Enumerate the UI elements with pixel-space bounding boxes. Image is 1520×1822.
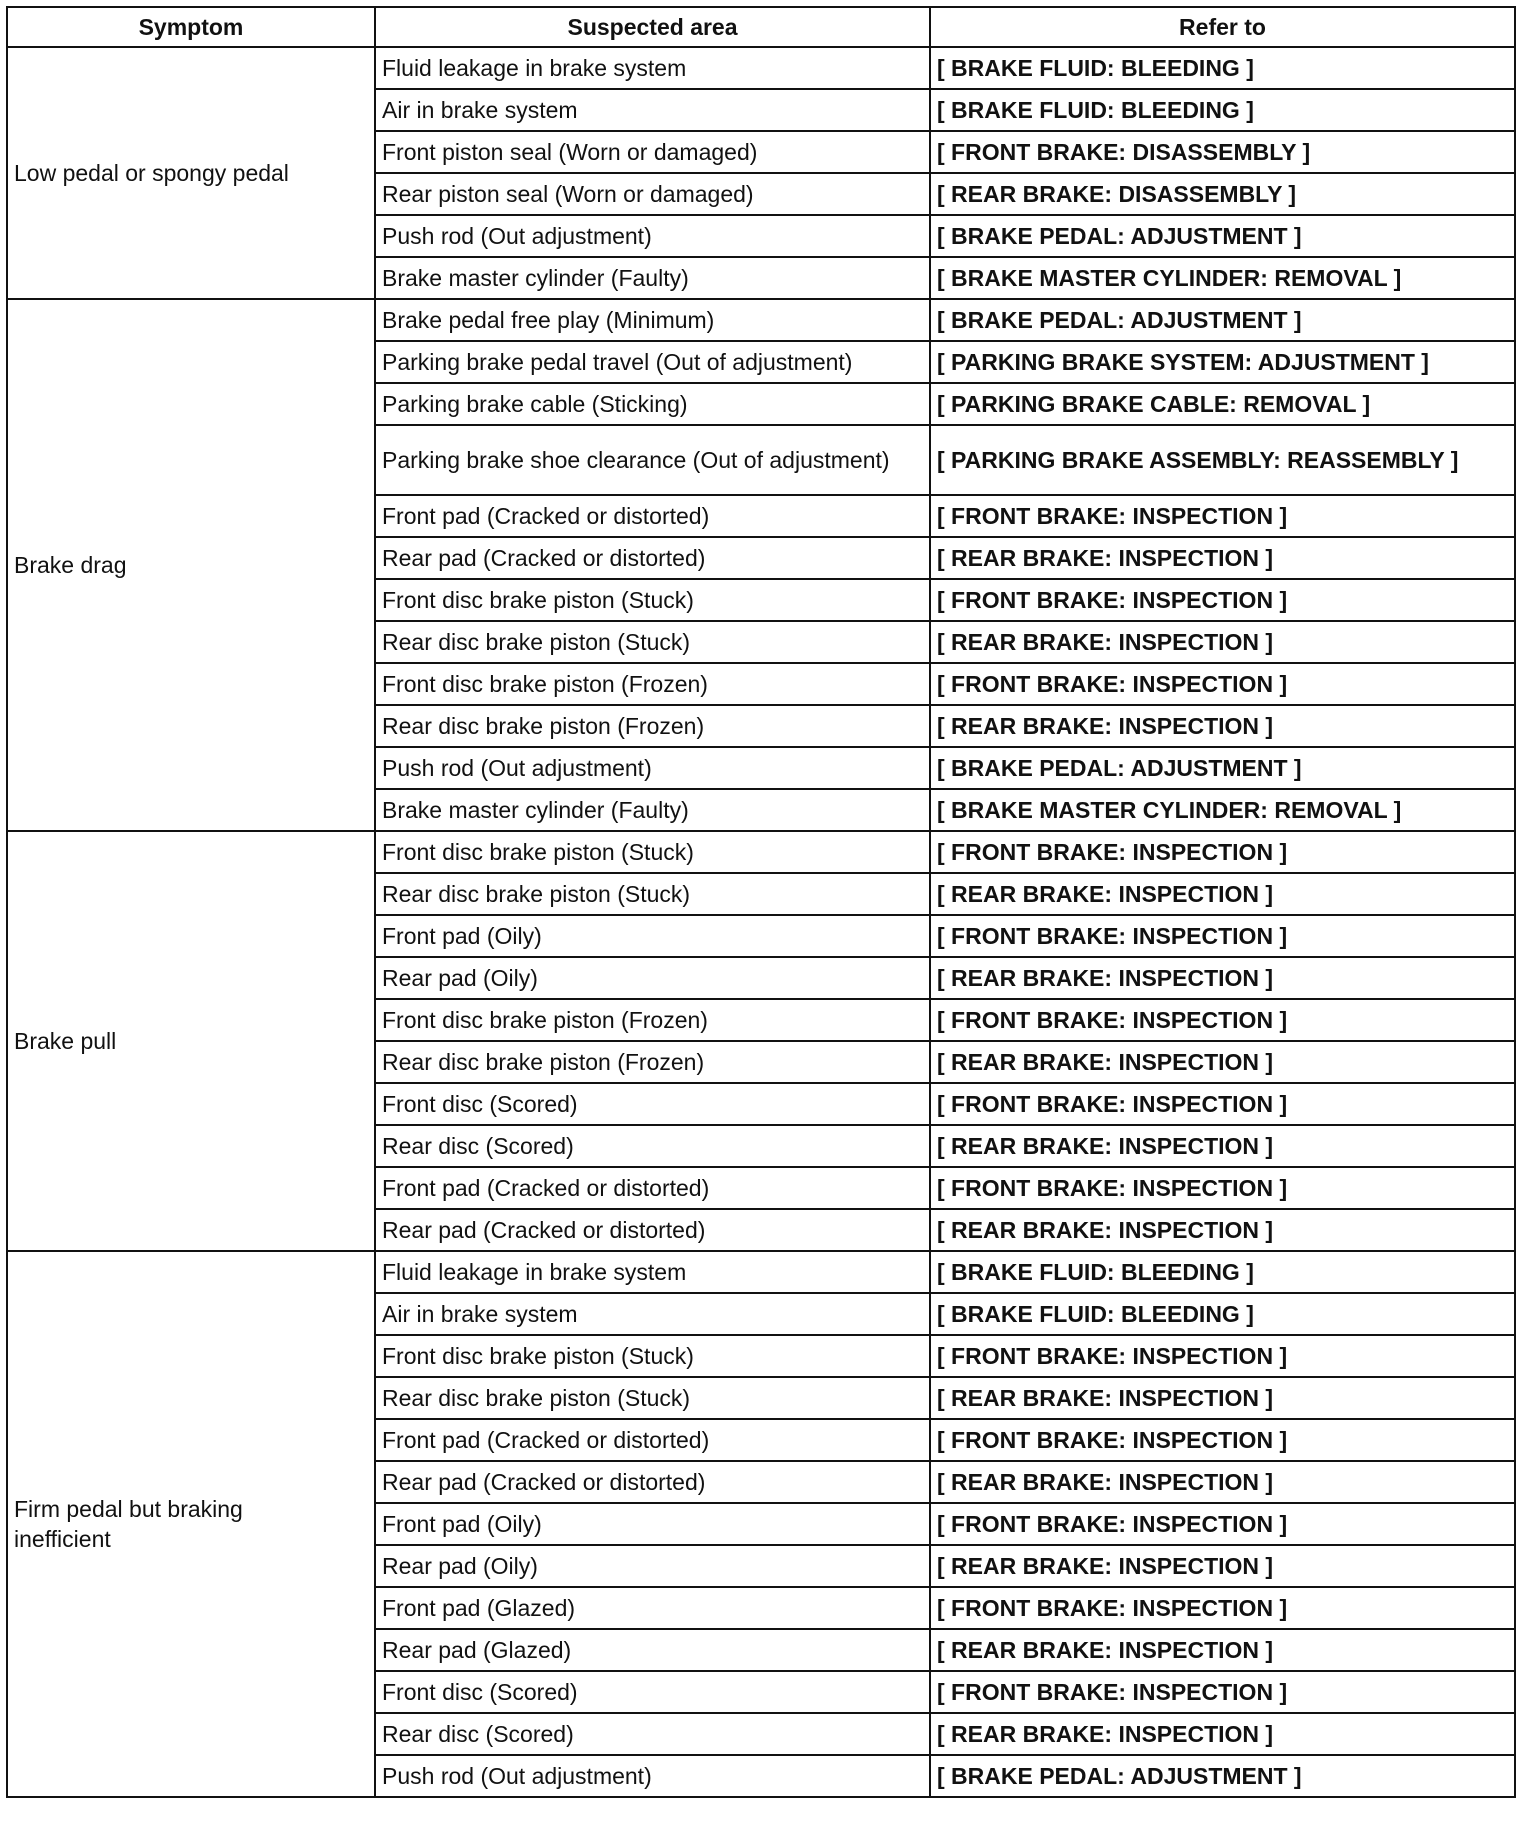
refer-to-cell: [ FRONT BRAKE: INSPECTION ]: [930, 495, 1515, 537]
suspected-area-cell: Front disc brake piston (Stuck): [375, 579, 930, 621]
suspected-area-cell: Rear disc brake piston (Stuck): [375, 621, 930, 663]
refer-to-cell: [ REAR BRAKE: INSPECTION ]: [930, 1629, 1515, 1671]
refer-to-cell: [ PARKING BRAKE CABLE: REMOVAL ]: [930, 383, 1515, 425]
suspected-area-cell: Rear disc brake piston (Frozen): [375, 1041, 930, 1083]
refer-to-cell: [ FRONT BRAKE: INSPECTION ]: [930, 1671, 1515, 1713]
suspected-area-cell: Front disc brake piston (Stuck): [375, 1335, 930, 1377]
suspected-area-cell: Air in brake system: [375, 1293, 930, 1335]
refer-to-cell: [ FRONT BRAKE: INSPECTION ]: [930, 915, 1515, 957]
header-row: [7, 7, 1515, 47]
suspected-area-cell: Rear pad (Oily): [375, 1545, 930, 1587]
table-row: [7, 299, 1515, 341]
suspected-area-cell: Brake master cylinder (Faulty): [375, 257, 930, 299]
refer-to-cell: [ BRAKE FLUID: BLEEDING ]: [930, 89, 1515, 131]
suspected-area-cell: Fluid leakage in brake system: [375, 47, 930, 89]
refer-to-cell: [ FRONT BRAKE: INSPECTION ]: [930, 999, 1515, 1041]
refer-to-cell: [ BRAKE PEDAL: ADJUSTMENT ]: [930, 1755, 1515, 1797]
suspected-area-cell: Rear pad (Cracked or distorted): [375, 1461, 930, 1503]
symptom-cell: Brake pull: [7, 831, 375, 1251]
refer-to-cell: [ BRAKE MASTER CYLINDER: REMOVAL ]: [930, 257, 1515, 299]
refer-to-cell: [ FRONT BRAKE: INSPECTION ]: [930, 579, 1515, 621]
table-header: [7, 7, 1515, 47]
refer-to-cell: [ BRAKE PEDAL: ADJUSTMENT ]: [930, 747, 1515, 789]
suspected-area-cell: Front disc (Scored): [375, 1083, 930, 1125]
refer-to-cell: [ BRAKE PEDAL: ADJUSTMENT ]: [930, 299, 1515, 341]
suspected-area-cell: Front disc (Scored): [375, 1671, 930, 1713]
refer-to-cell: [ FRONT BRAKE: INSPECTION ]: [930, 1167, 1515, 1209]
suspected-area-cell: Brake pedal free play (Minimum): [375, 299, 930, 341]
suspected-area-cell: Front piston seal (Worn or damaged): [375, 131, 930, 173]
suspected-area-cell: Rear disc brake piston (Stuck): [375, 1377, 930, 1419]
refer-to-cell: [ BRAKE FLUID: BLEEDING ]: [930, 1293, 1515, 1335]
refer-to-cell: [ PARKING BRAKE SYSTEM: ADJUSTMENT ]: [930, 341, 1515, 383]
suspected-area-cell: Front pad (Cracked or distorted): [375, 1419, 930, 1461]
suspected-area-cell: Push rod (Out adjustment): [375, 215, 930, 257]
suspected-area-cell: Parking brake cable (Sticking): [375, 383, 930, 425]
suspected-area-cell: Front pad (Cracked or distorted): [375, 495, 930, 537]
refer-to-cell: [ REAR BRAKE: INSPECTION ]: [930, 537, 1515, 579]
refer-to-cell: [ REAR BRAKE: INSPECTION ]: [930, 1377, 1515, 1419]
header-suspected-area: Suspected area: [375, 7, 930, 47]
suspected-area-cell: Front pad (Oily): [375, 1503, 930, 1545]
refer-to-cell: [ FRONT BRAKE: INSPECTION ]: [930, 663, 1515, 705]
suspected-area-cell: Rear pad (Cracked or distorted): [375, 1209, 930, 1251]
refer-to-cell: [ REAR BRAKE: DISASSEMBLY ]: [930, 173, 1515, 215]
refer-to-cell: [ FRONT BRAKE: INSPECTION ]: [930, 1335, 1515, 1377]
suspected-area-cell: Parking brake shoe clearance (Out of adjustment): [375, 425, 930, 495]
refer-to-cell: [ FRONT BRAKE: INSPECTION ]: [930, 1083, 1515, 1125]
refer-to-cell: [ PARKING BRAKE ASSEMBLY: REASSEMBLY ]: [930, 425, 1515, 495]
table-row: [7, 1251, 1515, 1293]
table-body: [7, 47, 1515, 1797]
refer-to-cell: [ FRONT BRAKE: INSPECTION ]: [930, 1503, 1515, 1545]
symptom-cell: Brake drag: [7, 299, 375, 831]
suspected-area-cell: Front disc brake piston (Stuck): [375, 831, 930, 873]
symptom-cell: Firm pedal but braking inefficient: [7, 1251, 375, 1797]
refer-to-cell: [ REAR BRAKE: INSPECTION ]: [930, 1713, 1515, 1755]
refer-to-cell: [ FRONT BRAKE: INSPECTION ]: [930, 1587, 1515, 1629]
suspected-area-cell: Rear disc brake piston (Frozen): [375, 705, 930, 747]
refer-to-cell: [ REAR BRAKE: INSPECTION ]: [930, 1461, 1515, 1503]
refer-to-cell: [ REAR BRAKE: INSPECTION ]: [930, 705, 1515, 747]
refer-to-cell: [ REAR BRAKE: INSPECTION ]: [930, 1209, 1515, 1251]
refer-to-cell: [ REAR BRAKE: INSPECTION ]: [930, 957, 1515, 999]
header-symptom: Symptom: [7, 7, 375, 47]
suspected-area-cell: Rear disc (Scored): [375, 1713, 930, 1755]
symptom-cell: Low pedal or spongy pedal: [7, 47, 375, 299]
suspected-area-cell: Rear piston seal (Worn or damaged): [375, 173, 930, 215]
suspected-area-cell: Front pad (Oily): [375, 915, 930, 957]
refer-to-cell: [ REAR BRAKE: INSPECTION ]: [930, 873, 1515, 915]
suspected-area-cell: Parking brake pedal travel (Out of adjustment): [375, 341, 930, 383]
suspected-area-cell: Rear disc brake piston (Stuck): [375, 873, 930, 915]
header-refer-to: Refer to: [930, 7, 1515, 47]
refer-to-cell: [ FRONT BRAKE: DISASSEMBLY ]: [930, 131, 1515, 173]
refer-to-cell: [ REAR BRAKE: INSPECTION ]: [930, 1125, 1515, 1167]
refer-to-cell: [ REAR BRAKE: INSPECTION ]: [930, 621, 1515, 663]
suspected-area-cell: Air in brake system: [375, 89, 930, 131]
refer-to-cell: [ BRAKE FLUID: BLEEDING ]: [930, 1251, 1515, 1293]
suspected-area-cell: Brake master cylinder (Faulty): [375, 789, 930, 831]
refer-to-cell: [ BRAKE PEDAL: ADJUSTMENT ]: [930, 215, 1515, 257]
suspected-area-cell: Push rod (Out adjustment): [375, 1755, 930, 1797]
suspected-area-cell: Rear pad (Glazed): [375, 1629, 930, 1671]
suspected-area-cell: Push rod (Out adjustment): [375, 747, 930, 789]
suspected-area-cell: Front disc brake piston (Frozen): [375, 999, 930, 1041]
suspected-area-cell: Rear pad (Oily): [375, 957, 930, 999]
refer-to-cell: [ BRAKE FLUID: BLEEDING ]: [930, 47, 1515, 89]
refer-to-cell: [ FRONT BRAKE: INSPECTION ]: [930, 831, 1515, 873]
refer-to-cell: [ REAR BRAKE: INSPECTION ]: [930, 1545, 1515, 1587]
suspected-area-cell: Fluid leakage in brake system: [375, 1251, 930, 1293]
table-row: [7, 47, 1515, 89]
table-row: [7, 831, 1515, 873]
suspected-area-cell: Front pad (Cracked or distorted): [375, 1167, 930, 1209]
suspected-area-cell: Front pad (Glazed): [375, 1587, 930, 1629]
refer-to-cell: [ REAR BRAKE: INSPECTION ]: [930, 1041, 1515, 1083]
refer-to-cell: [ FRONT BRAKE: INSPECTION ]: [930, 1419, 1515, 1461]
suspected-area-cell: Front disc brake piston (Frozen): [375, 663, 930, 705]
troubleshooting-table: [6, 6, 1516, 1798]
suspected-area-cell: Rear pad (Cracked or distorted): [375, 537, 930, 579]
suspected-area-cell: Rear disc (Scored): [375, 1125, 930, 1167]
refer-to-cell: [ BRAKE MASTER CYLINDER: REMOVAL ]: [930, 789, 1515, 831]
